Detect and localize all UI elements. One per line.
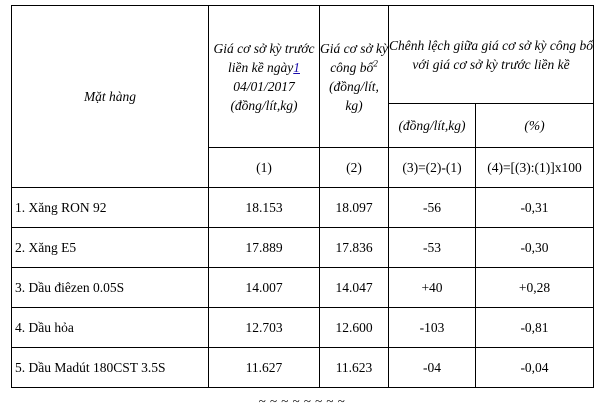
- table-row: [12, 348, 594, 388]
- pct-cell: +0,28: [476, 268, 594, 308]
- formula-cell: (1): [209, 148, 320, 188]
- pct-cell: -0,81: [476, 308, 594, 348]
- header-item: [12, 6, 209, 188]
- item-cell: 3. Dầu điêzen 0.05S: [12, 268, 209, 308]
- header-curr-base: [320, 6, 389, 148]
- header-curr-base-unit: (đồng/lít, kg): [329, 78, 379, 113]
- header-row: [12, 6, 594, 104]
- prev-price-cell: 12.703: [209, 308, 320, 348]
- header-diff-label: Chênh lệch giữa giá cơ sở kỳ công bố với giá cơ sở kỳ trước liền kề: [389, 37, 593, 72]
- header-diff: [389, 6, 594, 104]
- table-row: [12, 228, 594, 268]
- header-diff-pct: (%): [476, 104, 594, 148]
- prev-price-cell: 11.627: [209, 348, 320, 388]
- diff-cell: -53: [389, 228, 476, 268]
- pct-cell: -0,30: [476, 228, 594, 268]
- footnote-sup: 2: [373, 58, 378, 68]
- prev-price-cell: 17.889: [209, 228, 320, 268]
- diff-cell: -103: [389, 308, 476, 348]
- item-cell: 5. Dầu Madút 180CST 3.5S: [12, 348, 209, 388]
- table-row: [12, 268, 594, 308]
- prev-price-cell: 18.153: [209, 188, 320, 228]
- diff-cell: -56: [389, 188, 476, 228]
- pct-cell: -0,04: [476, 348, 594, 388]
- header-diff-abs: (đồng/lít,kg): [389, 104, 476, 148]
- diff-cell: +40: [389, 268, 476, 308]
- curr-price-cell: 18.097: [320, 188, 389, 228]
- header-curr-base-text: Giá cơ sở kỳ công bố: [320, 40, 389, 75]
- header-prev-base: [209, 6, 320, 148]
- cut-off-text-line: ~ ~ ~ ~ ~ ~ ~ ~: [258, 393, 346, 408]
- header-prev-base-text: Giá cơ sở kỳ trước liền kề ngày: [213, 40, 315, 75]
- header-item-label: Mặt hàng: [83, 89, 137, 104]
- curr-price-cell: 11.623: [320, 348, 389, 388]
- item-cell: 1. Xăng RON 92: [12, 188, 209, 228]
- formula-cell: (3)=(2)-(1): [389, 148, 476, 188]
- footnote-link[interactable]: 1: [293, 59, 300, 75]
- item-cell: 2. Xăng E5: [12, 228, 209, 268]
- formula-cell: (4)=[(3):(1)]x100: [476, 148, 594, 188]
- curr-price-cell: 17.836: [320, 228, 389, 268]
- diff-cell: -04: [389, 348, 476, 388]
- price-table: [11, 5, 594, 388]
- item-cell: 4. Dầu hỏa: [12, 308, 209, 348]
- pct-cell: -0,31: [476, 188, 594, 228]
- table-row: [12, 308, 594, 348]
- header-prev-base-date: 04/01/2017 (đồng/lít,kg): [230, 78, 298, 113]
- table-row: [12, 188, 594, 228]
- formula-cell: (2): [320, 148, 389, 188]
- curr-price-cell: 14.047: [320, 268, 389, 308]
- curr-price-cell: 12.600: [320, 308, 389, 348]
- prev-price-cell: 14.007: [209, 268, 320, 308]
